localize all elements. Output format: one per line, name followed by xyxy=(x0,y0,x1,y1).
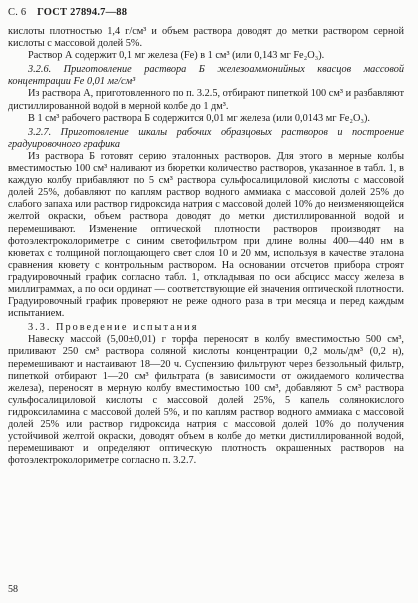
paragraph-solution-a: Раствор А содержит 0,1 мг железа (Fe) в 1 см³ (или 0,143 мг Fe₂O₃). xyxy=(28,50,325,62)
paragraph-solution-b-content: В 1 см³ рабочего раствора Б содержится 0,01 мг железа (или 0,0143 мг Fe₂O₃). xyxy=(28,112,370,124)
page-number: 58 xyxy=(8,584,18,595)
page-header xyxy=(8,7,127,18)
document-body xyxy=(8,26,404,467)
page-prefix: С. 6 xyxy=(8,7,27,18)
paragraph-calibration: Из раствора Б готовят серию эталонных растворов. Для этого в мерные колбы вместимостью 100 см³ наливают из бюретки количество растворов, указанное в табл. 1, в каждую колбу прибавляют по 5 см³ раствора сульфосалициловой кислоты с массовой долей 25%, добавляют по каплям раствор водного аммиака с массовой долей 25% до слабого запаха или раствор гидроксида натрия с массовой долей 10% до неизменяющейся желтой окраски, объем раствора доводят до метки дистиллированной водой и перемешивают. Изменение оптической плотности растворов производят на фотоэлектроколориметре с синим светофильтром при длине волны 400—440 нм в кюветах с толщиной поглощающего свет слоя 10 и 20 мм, используя в качестве эталона сравнения кювету с контрольным раствором. На основании отсчетов прибора строят градуировочный график согласно табл. 1, откладывая по оси абсцисс массу железа в миллиграммах, а по оси ординат — соответствующие ей значения оптической плотности. Градуировочный график проверяют не реже одного раза в три месяца и перед каждым испытанием. xyxy=(8,150,404,320)
section-heading-3-2-7: 3.2.7. Приготовление шкалы рабочих образцовых растворов и построение градуировочного графика xyxy=(8,126,404,150)
section-heading-3-3: 3.3. Проведение испытания xyxy=(28,322,199,334)
paragraph-solution-b-prep: Из раствора А, приготовленного по п. 3.2.5, отбирают пипеткой 100 см³ и разбавляют дистиллированной водой в мерной колбе до 1 дм³. xyxy=(8,88,404,112)
standard-code: ГОСТ 27894.7—88 xyxy=(37,7,128,18)
section-heading-3-2-6: 3.2.6. Приготовление раствора Б железоаммонийных квасцов массовой концентрации Fe 0,01 мг/см³ xyxy=(8,64,404,88)
paragraph-continuation: кислоты плотностью 1,4 г/см³ и объем раствора доводят до метки раствором серной кислоты с массовой долей 5%. xyxy=(8,26,404,50)
paragraph-test-procedure: Навеску массой (5,00±0,01) г торфа переносят в колбу вместимостью 500 см³, приливают 250 см³ раствора соляной кислоты концентрации 0,2 моль/дм³ (0,2 н), перемешивают и настаивают 18—20 ч. Суспензию фильтруют через беззольный фильтр, пипеткой отбирают 1—20 см³ фильтрата (в зависимости от ожидаемого количества железа), переносят в мерную колбу вместимостью 100 см³, добавляют 5 см³ раствора сульфосалициловой кислоты с массовой долей 25%, 5 капель солянокислого гидроксиламина с массовой долей 5%, и по каплям раствор водного аммиака с массовой долей 25% или раствор гидроксида натрия с массовой долей 10% до получения устойчивой желтой окраски, доводят объем в колбе до метки дистиллированной водой, перемешивают и определяют оптическую плотность окрашенных растворов на фотоэлектроколориметре согласно п. 3.2.7. xyxy=(8,334,404,467)
